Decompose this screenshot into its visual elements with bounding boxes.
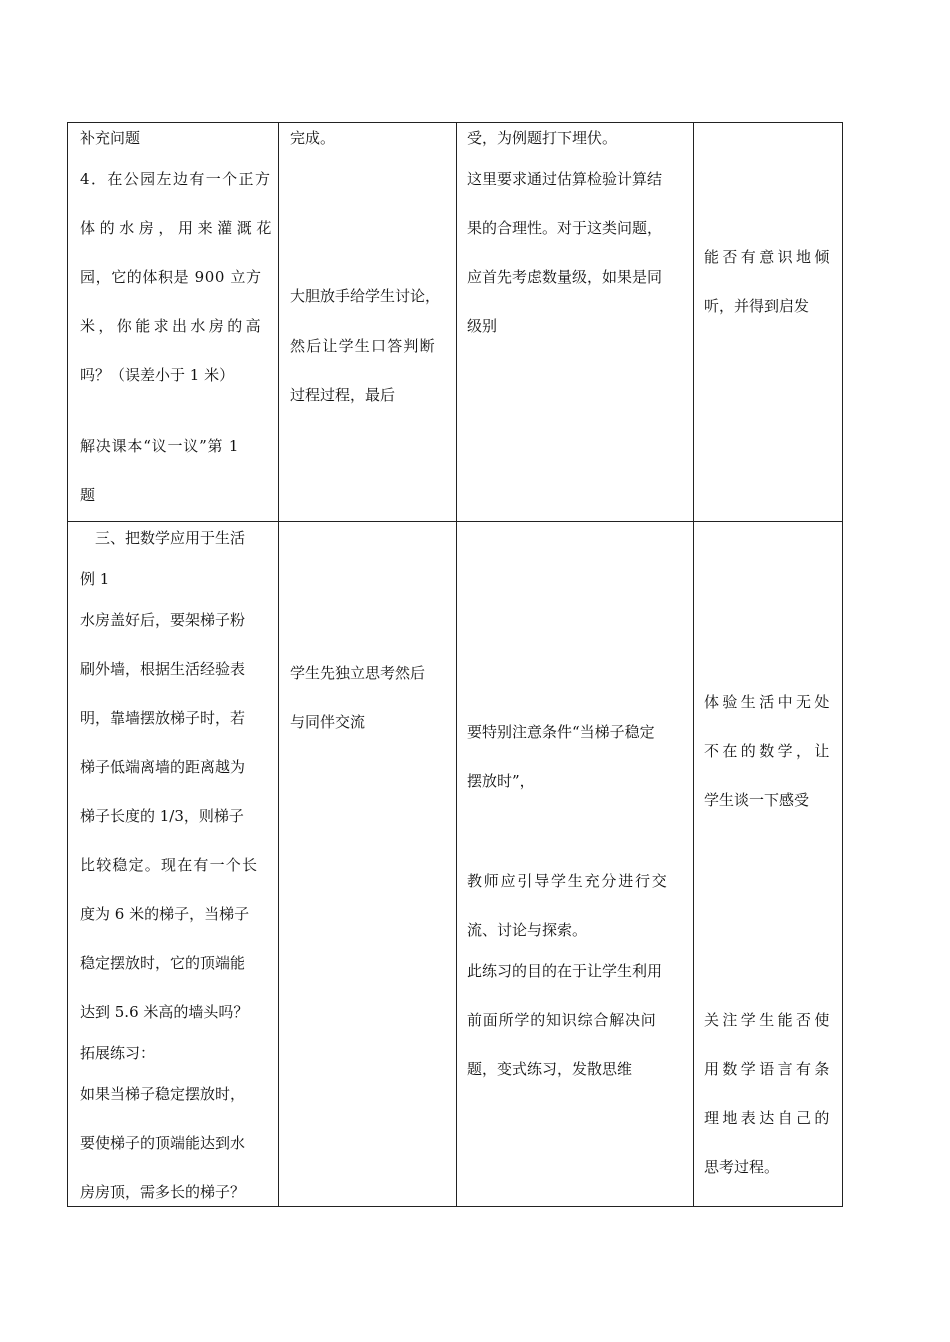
- column-divider: [693, 123, 694, 1206]
- extension-title: 拓展练习：: [80, 1044, 156, 1062]
- evaluation-line: 思考过程。: [704, 1158, 780, 1176]
- intent-line: 果的合理性。对于这类问题，: [467, 219, 663, 237]
- extension-line: 房房顶，需多长的梯子？: [80, 1183, 246, 1201]
- task-line: 解决课本“议一议”第 1: [80, 437, 240, 455]
- evaluation-line: 学生谈一下感受: [704, 791, 810, 809]
- evaluation-line: 不在的数学，让: [704, 742, 833, 760]
- problem-line: 米，你能求出水房的高: [80, 317, 265, 335]
- example-line: 度为 6 米的梯子，当梯子: [80, 905, 250, 923]
- intent-line: 摆放时”，: [467, 772, 535, 790]
- evaluation-line: 听，并得到启发: [704, 297, 810, 315]
- intent-line: 级别: [467, 317, 498, 335]
- intent-line: 要特别注意条件“当梯子稳定: [467, 723, 655, 741]
- activity-line: 学生先独立思考然后: [290, 664, 426, 682]
- intent-line: 流、讨论与探索。: [467, 921, 588, 939]
- supplement-heading: 补充问题: [80, 129, 141, 147]
- evaluation-line: 关注学生能否使: [704, 1011, 833, 1029]
- extension-line: 如果当梯子稳定摆放时，: [80, 1085, 246, 1103]
- activity-line: 大胆放手给学生讨论，: [290, 287, 441, 305]
- example-line: 梯子长度的 1/3，则梯子: [80, 807, 244, 825]
- task-line: 题: [80, 486, 96, 504]
- example-line: 明，靠墙摆放梯子时，若: [80, 709, 246, 727]
- intent-line: 题，变式练习，发散思维: [467, 1060, 633, 1078]
- extension-line: 要使梯子的顶端能达到水: [80, 1134, 246, 1152]
- activity-line: 过程过程，最后: [290, 386, 396, 404]
- evaluation-line: 理地表达自己的: [704, 1109, 833, 1127]
- activity-line: 然后让学生口答判断: [290, 337, 436, 355]
- example-line: 梯子低端离墙的距离越为: [80, 758, 246, 776]
- intent-line: 教师应引导学生充分进行交: [467, 872, 669, 890]
- intent-line: 前面所学的知识综合解决问: [467, 1011, 657, 1029]
- intent-line: 此练习的目的在于让学生利用: [467, 962, 663, 980]
- problem-line: 园，它的体积是 900 立方: [80, 268, 262, 286]
- example-line: 刷外墙，根据生活经验表: [80, 660, 246, 678]
- intent-line: 这里要求通过估算检验计算结: [467, 170, 663, 188]
- example-label: 例 1: [80, 570, 110, 588]
- row-divider: [68, 521, 842, 522]
- evaluation-line: 体验生活中无处: [704, 693, 833, 711]
- intent-line: 应首先考虑数量级，如果是同: [467, 268, 663, 286]
- example-line: 比较稳定。现在有一个长: [80, 856, 259, 874]
- activity-top: 完成。: [290, 129, 336, 147]
- example-line: 稳定摆放时，它的顶端能: [80, 954, 246, 972]
- intent-top: 受，为例题打下埋伏。: [467, 129, 618, 147]
- evaluation-line: 用数学语言有条: [704, 1060, 833, 1078]
- problem-line: 4．在公园左边有一个正方: [80, 170, 272, 188]
- evaluation-line: 能否有意识地倾: [704, 248, 833, 266]
- column-divider: [456, 123, 457, 1206]
- problem-line: 吗？（误差小于 1 米）: [80, 366, 235, 384]
- section-heading: 三、把数学应用于生活: [95, 529, 246, 547]
- activity-line: 与同伴交流: [290, 713, 366, 731]
- column-divider: [278, 123, 279, 1206]
- example-line: 水房盖好后，要架梯子粉: [80, 611, 246, 629]
- problem-line: 体的水房，用来灌溉花: [80, 219, 277, 237]
- example-line: 达到 5.6 米高的墙头吗？: [80, 1003, 249, 1021]
